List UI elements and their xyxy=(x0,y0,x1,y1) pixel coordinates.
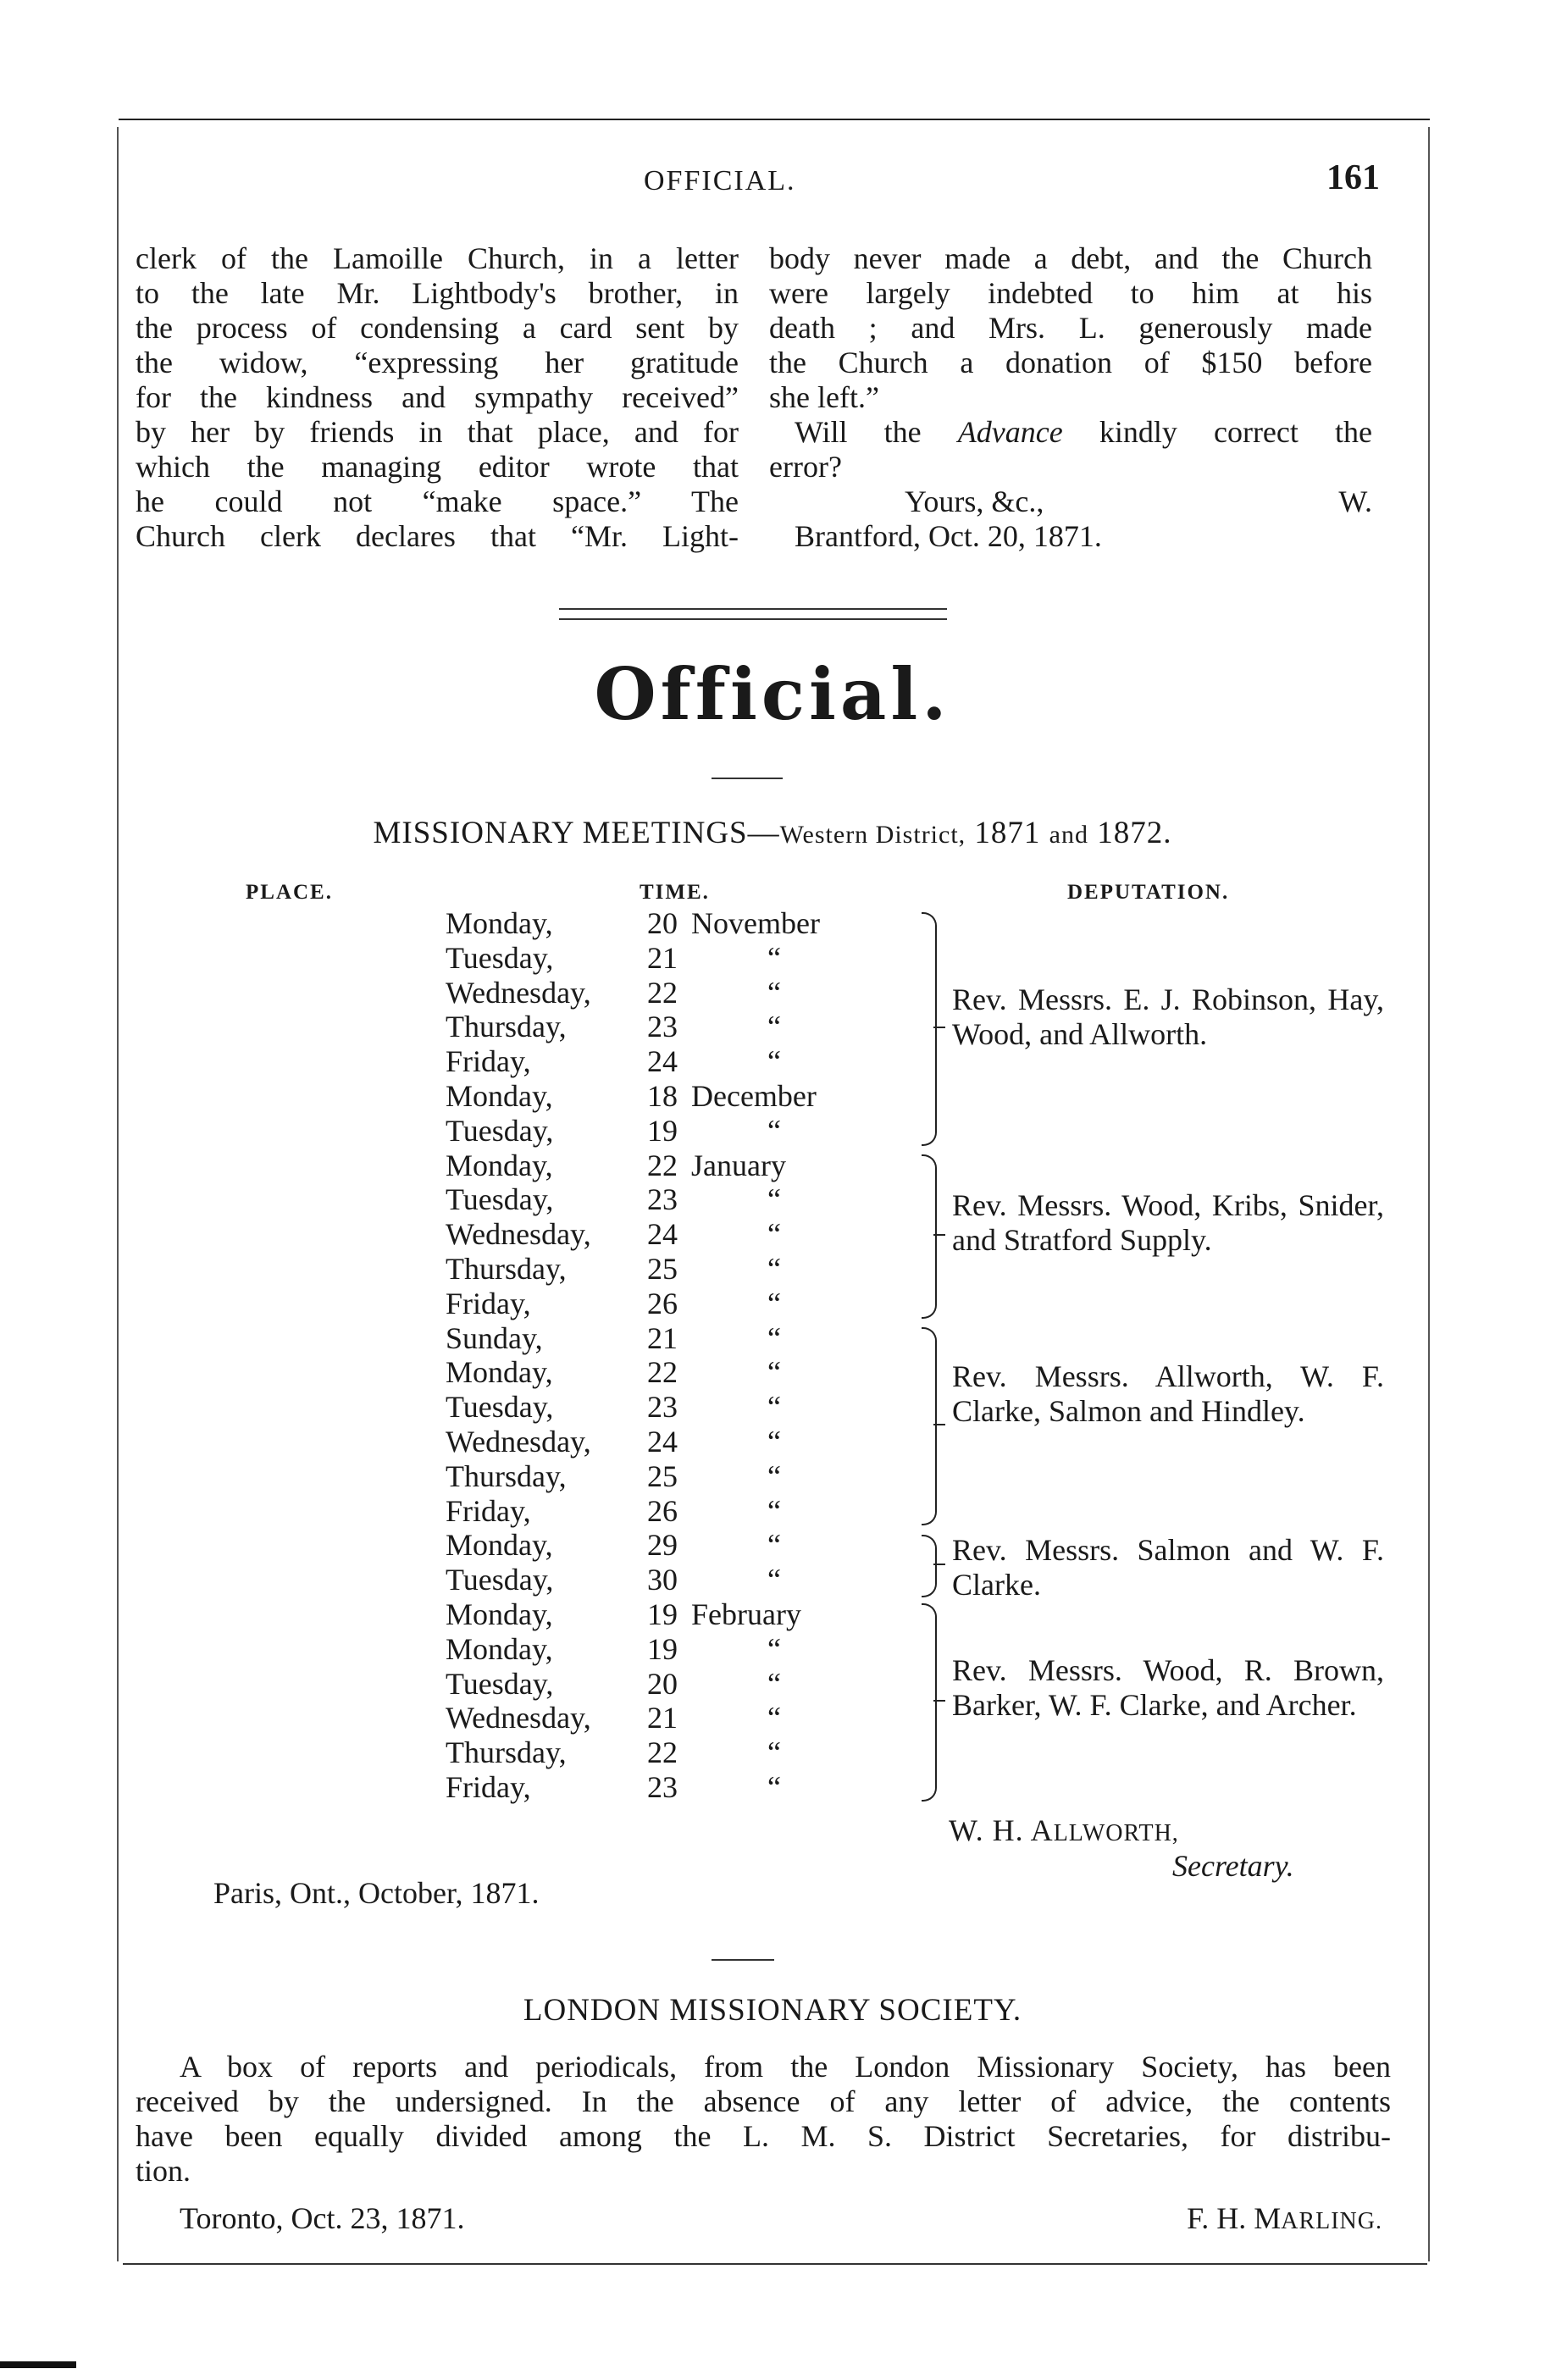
schedule-row xyxy=(141,1010,920,1044)
column-header-time: TIME. xyxy=(640,881,710,904)
group-brace-tip xyxy=(933,1027,945,1028)
meeting-date: 30 xyxy=(647,1563,678,1597)
meeting-month: “ xyxy=(767,1666,781,1701)
meetings-title-year-b: 1872. xyxy=(1088,816,1172,850)
letter-left-line: to the late Mr. Lightbody's brother, in xyxy=(136,276,739,310)
letter-left-line: which the managing editor wrote that xyxy=(136,450,739,484)
schedule-row xyxy=(141,1217,920,1252)
meeting-day: Monday, xyxy=(446,1078,553,1113)
meeting-month: “ xyxy=(767,1217,781,1252)
meeting-day: Tuesday, xyxy=(446,1563,554,1597)
meeting-date: 18 xyxy=(647,1078,678,1113)
letter-left-line: by her by friends in that place, and for xyxy=(136,415,739,449)
schedule-row xyxy=(141,1597,920,1632)
meeting-date: 22 xyxy=(647,1148,678,1182)
schedule-row xyxy=(141,1182,920,1217)
group-brace xyxy=(922,1535,937,1597)
meeting-month: January xyxy=(691,1148,786,1182)
meeting-date: 24 xyxy=(647,1217,678,1252)
page-frame-left xyxy=(117,127,119,2261)
lms-signature-surname: ARLING. xyxy=(1281,2208,1382,2234)
letter-left-line: he could not “make space.” The xyxy=(136,484,739,518)
group-brace xyxy=(922,1154,937,1319)
meeting-month: “ xyxy=(767,1251,781,1286)
meeting-day: Thursday, xyxy=(446,1251,567,1286)
newspaper-title: Advance xyxy=(957,415,1063,449)
schedule-row xyxy=(141,1355,920,1390)
meeting-month: “ xyxy=(767,1528,781,1563)
meeting-date: 19 xyxy=(647,1631,678,1666)
meeting-date: 26 xyxy=(647,1493,678,1528)
group-brace-tip xyxy=(933,1424,945,1425)
meeting-date: 23 xyxy=(647,1010,678,1044)
schedule-row xyxy=(141,1425,920,1459)
meeting-date: 20 xyxy=(647,1666,678,1701)
secretary-title: Secretary. xyxy=(1172,1849,1294,1883)
meeting-date: 19 xyxy=(647,1597,678,1631)
meeting-date: 21 xyxy=(647,940,678,975)
double-rule xyxy=(559,608,947,620)
schedule-row xyxy=(141,1563,920,1597)
meeting-date: 29 xyxy=(647,1528,678,1563)
meeting-month: “ xyxy=(767,975,781,1010)
meeting-day: Thursday, xyxy=(446,1458,567,1493)
meeting-schedule xyxy=(141,906,920,1805)
meetings-title-main: MISSIONARY MEETINGS— xyxy=(373,816,780,850)
meeting-month: “ xyxy=(767,1044,781,1079)
schedule-row xyxy=(141,1252,920,1287)
letter-left-line: the process of condensing a card sent by xyxy=(136,311,739,345)
meeting-month: “ xyxy=(767,1735,781,1770)
meeting-date: 25 xyxy=(647,1458,678,1493)
meeting-date: 24 xyxy=(647,1044,678,1079)
column-header-deputation: DEPUTATION. xyxy=(1067,881,1230,904)
letter-right-line: were largely indebted to him at his xyxy=(769,276,1372,310)
meeting-date: 23 xyxy=(647,1390,678,1425)
schedule-row xyxy=(141,1632,920,1667)
scan-mark xyxy=(0,2361,76,2368)
meeting-date: 22 xyxy=(647,1735,678,1770)
meeting-date: 23 xyxy=(647,1769,678,1804)
schedule-row xyxy=(141,1044,920,1079)
meeting-day: Tuesday, xyxy=(446,1666,554,1701)
meeting-month: “ xyxy=(767,1113,781,1148)
letter-continuation xyxy=(136,241,1372,563)
letter-closing: Yours, &c., xyxy=(905,484,1044,518)
group-brace xyxy=(922,1603,937,1802)
deputation-4: Rev. Messrs. Salmon and W. F. Clarke. xyxy=(952,1533,1384,1602)
meeting-date: 26 xyxy=(647,1286,678,1320)
group-brace-tip xyxy=(933,1234,945,1236)
schedule-row xyxy=(141,1701,920,1735)
meeting-day: Wednesday, xyxy=(446,1217,591,1252)
section-heading: Official. xyxy=(594,652,951,736)
meetings-title-and: and xyxy=(1049,821,1088,849)
meeting-day: Monday, xyxy=(446,1631,553,1666)
letter-left-line: Church clerk declares that “Mr. Light- xyxy=(136,519,739,553)
schedule-row xyxy=(141,1667,920,1702)
secretary-name xyxy=(949,1813,1179,1848)
column-header-place: PLACE. xyxy=(246,881,333,904)
meetings-title-district: Western District, xyxy=(779,821,966,849)
meeting-date: 25 xyxy=(647,1251,678,1286)
meetings-title xyxy=(0,815,1545,851)
meeting-day: Monday, xyxy=(446,1148,553,1182)
letter-left-line: the widow, “expressing her gratitude xyxy=(136,346,739,379)
letter-left-column xyxy=(136,241,739,554)
deputation-3: Rev. Messrs. Allworth, W. F. Clarke, Salmon and Hindley. xyxy=(952,1359,1384,1428)
meeting-day: Monday, xyxy=(446,1355,553,1390)
meeting-month: “ xyxy=(767,1424,781,1458)
meeting-date: 19 xyxy=(647,1113,678,1148)
letter-right-line: the Church a donation of $150 before xyxy=(769,346,1372,379)
page-frame-top xyxy=(119,119,1430,120)
group-brace xyxy=(922,912,937,1146)
meeting-month: “ xyxy=(767,1320,781,1355)
schedule-row xyxy=(141,1459,920,1494)
meeting-day: Friday, xyxy=(446,1044,531,1079)
lms-title: LONDON MISSIONARY SOCIETY. xyxy=(523,1993,1022,2028)
lms-line: have been equally divided among the L. M. S. District Secretaries, for distribu- xyxy=(136,2119,1391,2153)
letter-correction-line xyxy=(769,415,1372,450)
lms-line: received by the undersigned. In the absence of any letter of advice, the contents xyxy=(136,2084,1391,2118)
schedule-row xyxy=(141,1528,920,1563)
meeting-day: Friday, xyxy=(446,1769,531,1804)
secretary-initials: W. H. A xyxy=(949,1813,1054,1847)
meeting-month: “ xyxy=(767,1493,781,1528)
group-brace-tip xyxy=(933,1564,945,1565)
letter-left-line: for the kindness and sympathy received” xyxy=(136,380,739,414)
letter-dateline: Brantford, Oct. 20, 1871. xyxy=(795,519,1102,553)
lms-dateline: Toronto, Oct. 23, 1871. xyxy=(180,2201,465,2235)
correction-text-after: kindly correct the xyxy=(1062,415,1372,449)
meeting-day: Friday, xyxy=(446,1286,531,1320)
meeting-month: “ xyxy=(767,1701,781,1735)
deputation-5: Rev. Messrs. Wood, R. Brown, Barker, W. F. Clarke, and Archer. xyxy=(952,1653,1384,1722)
lms-line: tion. xyxy=(136,2154,191,2188)
group-brace-tip xyxy=(933,1700,945,1702)
meeting-day: Wednesday, xyxy=(446,1424,591,1458)
schedule-row xyxy=(141,1735,920,1770)
meeting-date: 20 xyxy=(647,906,678,940)
meetings-title-year-a: 1871 xyxy=(966,816,1049,850)
meeting-day: Friday, xyxy=(446,1493,531,1528)
group-brace xyxy=(922,1327,937,1525)
meeting-day: Thursday, xyxy=(446,1735,567,1770)
schedule-row xyxy=(141,1148,920,1183)
meeting-month: “ xyxy=(767,1355,781,1390)
meeting-day: Wednesday, xyxy=(446,1701,591,1735)
lms-signature-initials: F. H. M xyxy=(1187,2201,1282,2235)
page-number: 161 xyxy=(1326,158,1380,197)
secretary-surname: LLWORTH, xyxy=(1053,1820,1179,1846)
lms-notice xyxy=(136,2050,1391,2189)
schedule-row xyxy=(141,941,920,976)
schedule-row xyxy=(141,1114,920,1148)
meeting-day: Monday, xyxy=(446,1597,553,1631)
meetings-dateline: Paris, Ont., October, 1871. xyxy=(213,1876,540,1910)
section-divider xyxy=(712,1959,774,1961)
letter-right-line: body never made a debt, and the Church xyxy=(769,241,1372,275)
meeting-month: “ xyxy=(767,1631,781,1666)
meeting-date: 23 xyxy=(647,1182,678,1217)
schedule-row xyxy=(141,1390,920,1425)
schedule-row xyxy=(141,906,920,941)
letter-right-line: death ; and Mrs. L. generously made xyxy=(769,311,1372,345)
meeting-day: Tuesday, xyxy=(446,1113,554,1148)
meeting-date: 24 xyxy=(647,1424,678,1458)
letter-right-column xyxy=(769,241,1372,554)
meeting-date: 21 xyxy=(647,1320,678,1355)
meeting-month: “ xyxy=(767,1390,781,1425)
meeting-month: “ xyxy=(767,1182,781,1217)
meeting-day: Thursday, xyxy=(446,1010,567,1044)
meeting-month: “ xyxy=(767,940,781,975)
meeting-day: Wednesday, xyxy=(446,975,591,1010)
running-head: OFFICIAL. xyxy=(644,165,796,196)
letter-signature: W. xyxy=(1338,484,1372,518)
meeting-month: “ xyxy=(767,1563,781,1597)
page-frame-right xyxy=(1428,127,1430,2261)
lms-line: A box of reports and periodicals, from the London Missionary Society, has been xyxy=(180,2050,1391,2084)
letter-right-line: she left.” xyxy=(769,380,879,414)
deputation-1: Rev. Messrs. E. J. Robinson, Hay, Wood, and Allworth. xyxy=(952,982,1384,1051)
correction-text-before: Will the xyxy=(795,415,958,449)
page-frame-bottom xyxy=(123,2263,1427,2265)
schedule-row xyxy=(141,1079,920,1114)
letter-correction-end: error? xyxy=(769,450,842,484)
lms-signature-row xyxy=(180,2200,1382,2236)
meeting-month: “ xyxy=(767,1458,781,1493)
section-divider xyxy=(712,778,783,779)
meeting-month: “ xyxy=(767,1286,781,1320)
lms-signature xyxy=(1187,2200,1382,2236)
meeting-day: Sunday, xyxy=(446,1320,543,1355)
schedule-row xyxy=(141,976,920,1010)
meeting-month: “ xyxy=(767,1769,781,1804)
meeting-date: 22 xyxy=(647,1355,678,1390)
meeting-month: February xyxy=(691,1597,801,1631)
schedule-row xyxy=(141,1494,920,1529)
meeting-month: November xyxy=(691,906,820,940)
meeting-day: Tuesday, xyxy=(446,1390,554,1425)
meeting-month: December xyxy=(691,1078,817,1113)
meeting-day: Tuesday, xyxy=(446,940,554,975)
schedule-row xyxy=(141,1321,920,1356)
schedule-row xyxy=(141,1770,920,1805)
meeting-month: “ xyxy=(767,1010,781,1044)
letter-signature-row xyxy=(769,484,1372,519)
deputation-2: Rev. Messrs. Wood, Kribs, Snider, and Stratford Supply. xyxy=(952,1188,1384,1257)
meeting-date: 22 xyxy=(647,975,678,1010)
meeting-day: Monday, xyxy=(446,1528,553,1563)
meeting-date: 21 xyxy=(647,1701,678,1735)
letter-left-line: clerk of the Lamoille Church, in a letter xyxy=(136,241,739,275)
meeting-day: Tuesday, xyxy=(446,1182,554,1217)
meeting-day: Monday, xyxy=(446,906,553,940)
schedule-row xyxy=(141,1287,920,1321)
